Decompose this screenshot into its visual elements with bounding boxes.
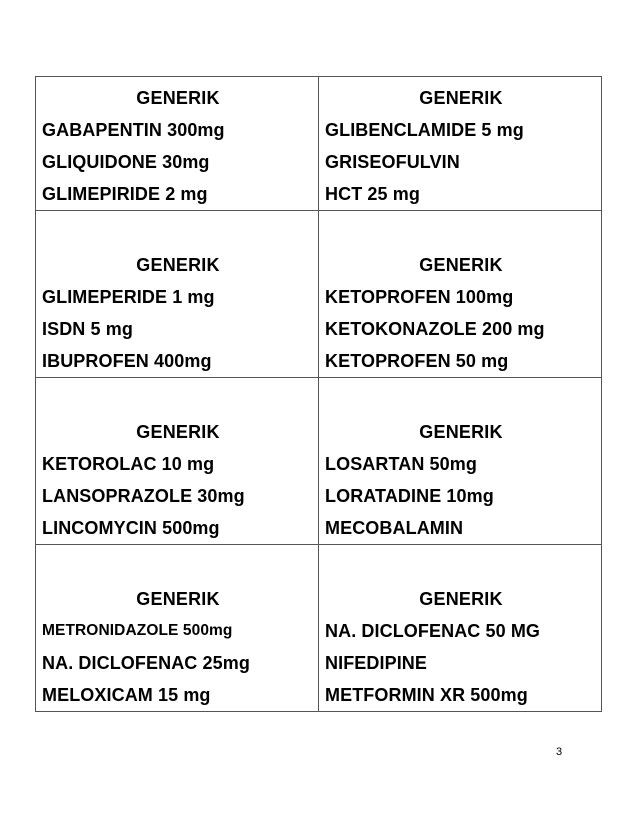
cell-heading: GENERIK bbox=[419, 422, 503, 442]
drug-entry: IBUPROFEN 400mg bbox=[42, 351, 212, 371]
drug-entry: KETOKONAZOLE 200 mg bbox=[325, 319, 545, 339]
drug-entry: GLIQUIDONE 30mg bbox=[42, 152, 210, 172]
table-cell bbox=[36, 77, 319, 211]
cell-heading: GENERIK bbox=[136, 255, 220, 275]
drug-entry: LORATADINE 10mg bbox=[325, 486, 494, 506]
drug-entry: KETOPROFEN 100mg bbox=[325, 287, 514, 307]
cell-heading: GENERIK bbox=[136, 589, 220, 609]
cell-heading: GENERIK bbox=[419, 255, 503, 275]
cell-heading: GENERIK bbox=[136, 422, 220, 442]
cell-heading: GENERIK bbox=[419, 88, 503, 108]
drug-entry: GLIMEPIRIDE 2 mg bbox=[42, 184, 208, 204]
drug-entry: KETOROLAC 10 mg bbox=[42, 454, 215, 474]
table-row bbox=[36, 378, 602, 545]
drug-entry: GLIBENCLAMIDE 5 mg bbox=[325, 120, 524, 140]
drug-entry: GLIMEPERIDE 1 mg bbox=[42, 287, 215, 307]
drug-entry: LANSOPRAZOLE 30mg bbox=[42, 486, 245, 506]
table-cell bbox=[36, 545, 319, 712]
drug-entry: METRONIDAZOLE 500mg bbox=[42, 622, 233, 639]
table-row bbox=[36, 211, 602, 378]
drug-entry: METFORMIN XR 500mg bbox=[325, 685, 528, 705]
table-cell bbox=[319, 211, 602, 378]
drug-entry: GABAPENTIN 300mg bbox=[42, 120, 225, 140]
table-cell bbox=[319, 378, 602, 545]
drug-label-table bbox=[35, 76, 602, 712]
cell-heading: GENERIK bbox=[136, 88, 220, 108]
drug-entry: ISDN 5 mg bbox=[42, 319, 133, 339]
drug-entry: GRISEOFULVIN bbox=[325, 152, 460, 172]
table-cell bbox=[36, 211, 319, 378]
drug-entry: LOSARTAN 50mg bbox=[325, 454, 477, 474]
table-row bbox=[36, 545, 602, 712]
drug-entry: MELOXICAM 15 mg bbox=[42, 685, 211, 705]
drug-entry: HCT 25 mg bbox=[325, 184, 420, 204]
table-cell bbox=[319, 545, 602, 712]
page-number: 3 bbox=[556, 746, 563, 758]
drug-entry: LINCOMYCIN 500mg bbox=[42, 518, 220, 538]
drug-entry: MECOBALAMIN bbox=[325, 518, 464, 538]
drug-entry: NIFEDIPINE bbox=[325, 653, 428, 673]
drug-entry: NA. DICLOFENAC 25mg bbox=[42, 653, 250, 673]
table-cell bbox=[36, 378, 319, 545]
table-cell bbox=[319, 77, 602, 211]
drug-entry: NA. DICLOFENAC 50 MG bbox=[325, 621, 541, 641]
cell-heading: GENERIK bbox=[419, 589, 503, 609]
drug-entry: KETOPROFEN 50 mg bbox=[325, 351, 509, 371]
table-row bbox=[36, 77, 602, 211]
